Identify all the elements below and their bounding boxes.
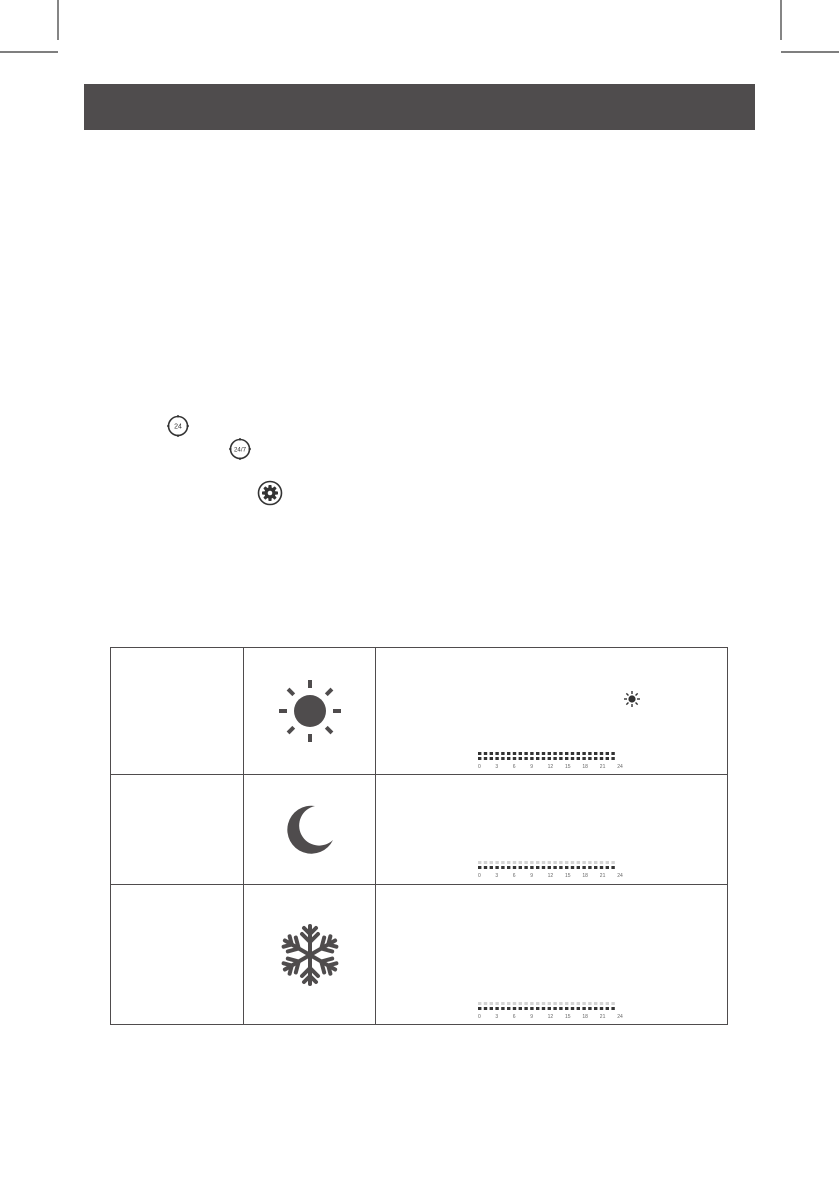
timeline-segment: [571, 752, 574, 755]
mode-name-cell: [111, 775, 243, 884]
timeline-segment: [611, 757, 614, 760]
timeline-tick-label: 0: [478, 873, 481, 879]
timeline-segment: [594, 861, 597, 864]
timeline-tick-label: 18: [582, 873, 588, 879]
mode-description-cell: [376, 648, 727, 774]
mode-description-cell: [376, 775, 727, 884]
timeline-segment: [542, 752, 545, 755]
timeline-segment: [490, 757, 493, 760]
timeline-segment: [611, 1007, 614, 1010]
timeline-segment: [559, 861, 562, 864]
timeline-segment: [513, 861, 516, 864]
timeline-tick-label: 12: [547, 873, 554, 879]
timeline-segment: [559, 757, 562, 760]
timeline-segment: [588, 757, 591, 760]
timeline-segment: [507, 861, 510, 864]
timeline-segment: [565, 1007, 568, 1010]
timeline-segment: [553, 757, 556, 760]
timeline-segment: [594, 757, 597, 760]
timeline-tick-label: 24: [617, 873, 623, 879]
timeline-segment: [553, 752, 556, 755]
timeline-segment: [548, 1007, 551, 1010]
timeline-tick-label: 3: [495, 873, 499, 879]
timeline-segment: [553, 861, 556, 864]
timeline-segment: [548, 1002, 551, 1005]
timeline-segment: [577, 1002, 580, 1005]
timeline-segment: [559, 1002, 562, 1005]
timeline-tick-label: 15: [565, 764, 571, 770]
timeline-eco: [476, 861, 626, 881]
timeline-segment: [501, 1002, 504, 1005]
timeline-tick-label: 21: [599, 764, 606, 770]
timeline-segment: [606, 752, 609, 755]
timeline-tick-label: 6: [512, 764, 516, 770]
mode-name-cell: [111, 648, 243, 774]
timeline-segment: [495, 757, 498, 760]
timeline-segment: [507, 757, 510, 760]
small-sun-icon: [624, 691, 640, 707]
timeline-tick-label: 21: [599, 1014, 606, 1020]
timeline-tick-label: 3: [495, 764, 499, 770]
timeline-segment: [519, 752, 522, 755]
timeline-segment: [536, 861, 539, 864]
timeline-segment: [478, 757, 481, 760]
timeline-segment: [501, 752, 504, 755]
timeline-segment: [536, 866, 539, 869]
timeline-tick-label: 15: [565, 1014, 571, 1020]
24h-label: 24: [174, 423, 182, 431]
timeline-segment: [530, 1007, 533, 1010]
timeline-segment: [484, 1002, 487, 1005]
timeline-segment: [588, 866, 591, 869]
timeline-segment: [565, 752, 568, 755]
timeline-segment: [530, 752, 533, 755]
timeline-tick-label: 9: [530, 1014, 533, 1020]
timeline-segment: [588, 1002, 591, 1005]
timeline-tick-label: 0: [478, 764, 481, 770]
timeline-segment: [606, 1002, 609, 1005]
timeline-segment: [513, 1007, 516, 1010]
timeline-segment: [606, 1007, 609, 1010]
timeline-segment: [582, 866, 585, 869]
timeline-segment: [524, 861, 527, 864]
timeline-segment: [548, 752, 551, 755]
timeline-segment: [524, 1007, 527, 1010]
timeline-segment: [519, 1007, 522, 1010]
timeline-segment: [484, 757, 487, 760]
timeline-segment: [478, 861, 481, 864]
timeline-segment: [513, 752, 516, 755]
timeline-segment: [600, 861, 603, 864]
timeline-segment: [594, 1007, 597, 1010]
timeline-tick-label: 0: [478, 1014, 481, 1020]
timeline-segment: [606, 866, 609, 869]
timeline-segment: [559, 752, 562, 755]
timeline-segment: [524, 757, 527, 760]
timeline-segment: [582, 757, 585, 760]
timeline-segment: [553, 1002, 556, 1005]
timeline-segment: [490, 861, 493, 864]
timeline-segment: [524, 1002, 527, 1005]
timeline-segment: [577, 861, 580, 864]
settings-gear-icon: [257, 480, 283, 506]
timeline-segment: [611, 866, 614, 869]
timeline-tick-label: 9: [530, 873, 533, 879]
mode-icon-cell: [243, 885, 376, 1024]
timeline-segment: [542, 866, 545, 869]
timeline-segment: [600, 866, 603, 869]
timeline-segment: [571, 861, 574, 864]
timeline-segment: [490, 1007, 493, 1010]
table-row-frost: [111, 885, 727, 1024]
timeline-segment: [611, 1002, 614, 1005]
timeline-segment: [588, 752, 591, 755]
timeline-segment: [536, 752, 539, 755]
timeline-segment: [507, 752, 510, 755]
timeline-segment: [582, 1007, 585, 1010]
24-7-label: 24/7: [233, 446, 247, 454]
timeline-segment: [577, 866, 580, 869]
timeline-tick-label: 6: [512, 1014, 516, 1020]
24-hour-program-icon: [166, 414, 190, 438]
timeline-segment: [559, 1007, 562, 1010]
timeline-tick-label: 18: [582, 764, 588, 770]
timeline-segment: [571, 757, 574, 760]
timeline-segment: [548, 866, 551, 869]
timeline-segment: [530, 866, 533, 869]
timeline-tick-label: 24: [617, 764, 623, 770]
timeline-segment: [542, 1007, 545, 1010]
mode-icon-cell: [243, 648, 376, 774]
timeline-segment: [536, 1007, 539, 1010]
timeline-segment: [478, 1007, 481, 1010]
timeline-segment: [536, 757, 539, 760]
timeline-segment: [530, 757, 533, 760]
timeline-segment: [542, 757, 545, 760]
timeline-segment: [513, 757, 516, 760]
timeline-segment: [536, 1002, 539, 1005]
timeline-segment: [490, 866, 493, 869]
timeline-segment: [495, 861, 498, 864]
timeline-frost: [476, 1002, 626, 1022]
timeline-segment: [478, 1002, 481, 1005]
timeline-tick-label: 12: [547, 764, 554, 770]
timeline-segment: [582, 861, 585, 864]
timeline-segment: [490, 1002, 493, 1005]
timeline-segment: [606, 861, 609, 864]
table-row-eco: [111, 775, 727, 885]
timeline-segment: [484, 866, 487, 869]
timeline-segment: [559, 866, 562, 869]
timeline-segment: [519, 1002, 522, 1005]
timeline-segment: [548, 861, 551, 864]
timeline-segment: [495, 1007, 498, 1010]
column-divider: [243, 648, 244, 1024]
timeline-segment: [530, 861, 533, 864]
modes-table: [110, 647, 728, 1025]
mode-description-cell: [376, 885, 727, 1024]
timeline-segment: [495, 752, 498, 755]
timeline-segment: [501, 866, 504, 869]
timeline-segment: [519, 757, 522, 760]
timeline-segment: [571, 1007, 574, 1010]
timeline-segment: [530, 1002, 533, 1005]
timeline-segment: [513, 1002, 516, 1005]
timeline-tick-label: 6: [512, 873, 516, 879]
timeline-segment: [600, 757, 603, 760]
timeline-tick-label: 3: [495, 1014, 499, 1020]
timeline-segment: [577, 752, 580, 755]
timeline-segment: [519, 861, 522, 864]
timeline-segment: [577, 1007, 580, 1010]
timeline-segment: [600, 1007, 603, 1010]
timeline-segment: [495, 866, 498, 869]
timeline-segment: [594, 1002, 597, 1005]
timeline-segment: [565, 861, 568, 864]
timeline-segment: [501, 861, 504, 864]
timeline-tick-label: 12: [547, 1014, 554, 1020]
timeline-segment: [588, 1007, 591, 1010]
column-divider: [375, 648, 376, 1024]
timeline-segment: [582, 752, 585, 755]
timeline-tick-label: 18: [582, 1014, 588, 1020]
timeline-segment: [484, 752, 487, 755]
timeline-segment: [611, 861, 614, 864]
timeline-segment: [553, 1007, 556, 1010]
timeline-segment: [513, 866, 516, 869]
timeline-segment: [611, 752, 614, 755]
timeline-segment: [507, 1007, 510, 1010]
timeline-tick-label: 21: [599, 873, 606, 879]
timeline-segment: [565, 866, 568, 869]
timeline-segment: [501, 1007, 504, 1010]
table-row-comfort: [111, 648, 727, 775]
mode-name-cell: [111, 885, 243, 1024]
timeline-segment: [594, 866, 597, 869]
timeline-segment: [582, 1002, 585, 1005]
timeline-tick-label: 9: [530, 764, 533, 770]
timeline-segment: [571, 866, 574, 869]
timeline-segment: [606, 757, 609, 760]
timeline-segment: [524, 866, 527, 869]
timeline-segment: [588, 861, 591, 864]
timeline-segment: [495, 1002, 498, 1005]
timeline-segment: [519, 866, 522, 869]
timeline-segment: [484, 861, 487, 864]
timeline-segment: [524, 752, 527, 755]
timeline-segment: [565, 1002, 568, 1005]
snowflake-icon: [276, 923, 344, 987]
timeline-segment: [484, 1007, 487, 1010]
timeline-segment: [571, 1002, 574, 1005]
section-header-bar: [84, 84, 755, 130]
timeline-segment: [490, 752, 493, 755]
timeline-segment: [600, 752, 603, 755]
timeline-segment: [507, 1002, 510, 1005]
timeline-segment: [600, 1002, 603, 1005]
timeline-tick-label: 24: [617, 1014, 623, 1020]
timeline-segment: [577, 757, 580, 760]
timeline-segment: [542, 861, 545, 864]
timeline-segment: [548, 757, 551, 760]
timeline-segment: [565, 757, 568, 760]
timeline-tick-label: 15: [565, 873, 571, 879]
timeline-segment: [478, 752, 481, 755]
timeline-segment: [594, 752, 597, 755]
timeline-segment: [501, 757, 504, 760]
moon-icon: [285, 804, 335, 856]
timeline-segment: [478, 866, 481, 869]
24-7-program-icon: [228, 437, 252, 461]
sun-icon: [279, 680, 341, 742]
timeline-comfort: [476, 752, 626, 772]
timeline-segment: [542, 1002, 545, 1005]
timeline-segment: [553, 866, 556, 869]
timeline-segment: [507, 866, 510, 869]
mode-icon-cell: [243, 775, 376, 884]
